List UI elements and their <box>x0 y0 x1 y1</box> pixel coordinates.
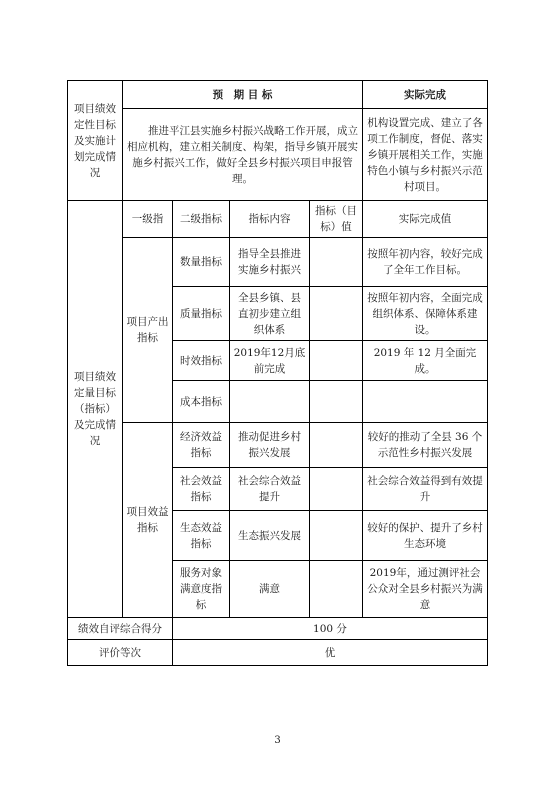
level2-cell: 数量指标 <box>173 238 230 287</box>
content-cell: 指导全县推进实施乡村振兴 <box>230 238 310 287</box>
actual-cell: 较好的保护、提升了乡村生态环境 <box>363 511 488 561</box>
header-content: 指标内容 <box>230 201 310 238</box>
table-row <box>68 238 488 287</box>
expected-target-text: 推进平江县实施乡村振兴战略工作开展，成立相应机构，建立相关制度、构架，指导乡镇开展实施乡村振兴工作，做好全县乡村振兴项目申报管理。 <box>123 109 363 201</box>
target-cell <box>310 511 363 561</box>
content-cell: 全县乡镇、县直初步建立组织体系 <box>230 287 310 341</box>
actual-cell: 社会综合效益得到有效提升 <box>363 468 488 511</box>
qualitative-row-label: 项目绩效定性目标及实施计划完成情况 <box>68 81 123 201</box>
actual-cell: 按照年初内容，较好完成了全年工作目标。 <box>363 238 488 287</box>
score-value: 100 分 <box>173 618 488 640</box>
table-row <box>68 423 488 468</box>
grade-label: 评价等次 <box>68 640 173 666</box>
quantitative-row-label: 项目绩效定量目标（指标）及完成情况 <box>68 201 123 618</box>
level2-cell: 服务对象满意度指标 <box>173 561 230 618</box>
level2-cell: 经济效益指标 <box>173 423 230 468</box>
actual-cell: 2019年，通过测评社会公众对全县乡村振兴为满意 <box>363 561 488 618</box>
target-cell <box>310 468 363 511</box>
actual-cell <box>363 381 488 423</box>
header-level2: 二级指标 <box>173 201 230 238</box>
score-label: 绩效自评综合得分 <box>68 618 173 640</box>
actual-completion-header: 实际完成 <box>363 81 488 109</box>
content-cell: 2019年12月底前完成 <box>230 341 310 381</box>
actual-cell: 2019 年 12 月全面完成。 <box>363 341 488 381</box>
grade-value: 优 <box>173 640 488 666</box>
target-cell <box>310 381 363 423</box>
level2-cell: 质量指标 <box>173 287 230 341</box>
page-number: 3 <box>274 735 281 746</box>
content-cell: 推动促进乡村振兴发展 <box>230 423 310 468</box>
target-cell <box>310 341 363 381</box>
content-cell: 满意 <box>230 561 310 618</box>
target-cell <box>310 238 363 287</box>
target-cell <box>310 561 363 618</box>
level1-output: 项目产出指标 <box>123 238 173 423</box>
performance-table <box>67 80 488 666</box>
level2-cell: 生态效益指标 <box>173 511 230 561</box>
content-cell: 社会综合效益提升 <box>230 468 310 511</box>
header-actual: 实际完成值 <box>363 201 488 238</box>
actual-completion-text: 机构设置完成、建立了各项工作制度，督促、落实乡镇开展相关工作，实施特色小镇与乡村振兴示范村项目。 <box>363 109 488 201</box>
header-target: 指标（目标）值 <box>310 201 363 238</box>
level2-cell: 成本指标 <box>173 381 230 423</box>
level1-benefit: 项目效益指标 <box>123 423 173 618</box>
actual-cell: 较好的推动了全县 36 个示范性乡村振兴发展 <box>363 423 488 468</box>
target-cell <box>310 423 363 468</box>
expected-target-header: 预 期 目 标 <box>123 81 363 109</box>
level2-cell: 时效指标 <box>173 341 230 381</box>
actual-cell: 按照年初内容，全面完成组织体系、保障体系建设。 <box>363 287 488 341</box>
header-level1: 一级指 <box>123 201 173 238</box>
target-cell <box>310 287 363 341</box>
content-cell: 生态振兴发展 <box>230 511 310 561</box>
level2-cell: 社会效益指标 <box>173 468 230 511</box>
content-cell <box>230 381 310 423</box>
